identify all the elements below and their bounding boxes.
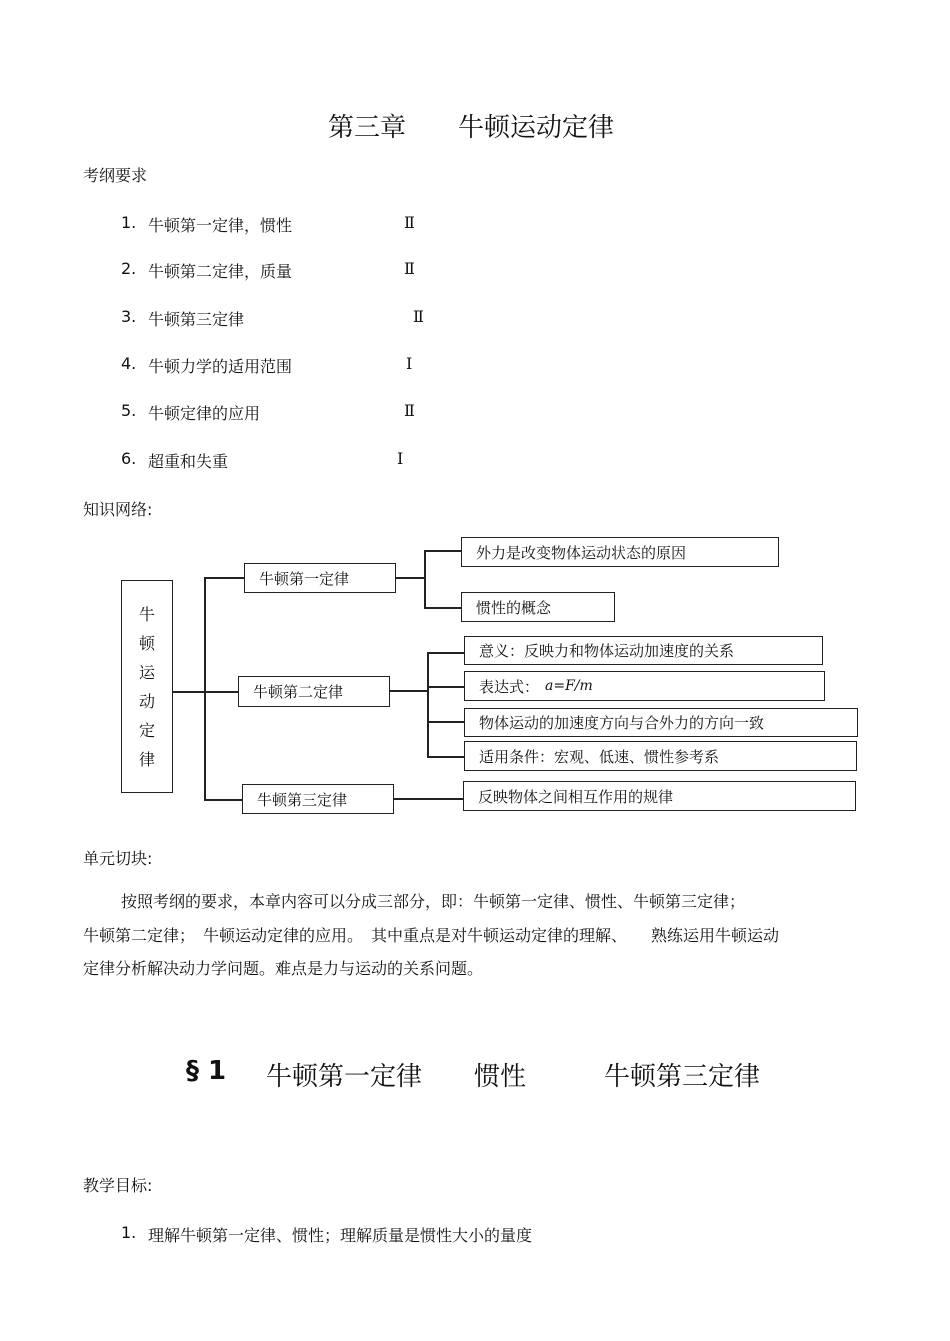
syllabus-item-number: 6. [121, 449, 137, 468]
syllabus-item-level: Ⅰ [406, 354, 413, 373]
law3-item-box: 反映物体之间相互作用的规律 [463, 781, 856, 811]
unit-paragraph-line: 牛顿第二定律； 牛顿运动定律的应用。 其中重点是对牛顿运动定律的理解、 熟练运用牛顿运动 [83, 926, 780, 945]
law1-item-box: 惯性的概念 [461, 592, 615, 622]
connector-line [204, 577, 206, 800]
syllabus-item-text: 牛顿第三定律 [148, 310, 245, 329]
connector-line [427, 652, 465, 654]
syllabus-item-text: 牛顿力学的适用范围 [148, 357, 293, 376]
connector-line [394, 798, 464, 800]
syllabus-item-level: Ⅱ [404, 401, 415, 420]
law2-expression-box [464, 671, 825, 701]
law2-box: 牛顿第二定律 [238, 676, 390, 707]
law1-box: 牛顿第一定律 [244, 563, 396, 593]
expression-formula: a=F/m [545, 678, 593, 694]
syllabus-item-level: Ⅱ [404, 259, 415, 278]
syllabus-item-number: 1. [121, 213, 137, 232]
syllabus-item-number: 4. [121, 354, 137, 373]
expression-label: 表达式： [479, 677, 540, 696]
connector-line [396, 577, 425, 579]
syllabus-item-level: Ⅱ [413, 307, 424, 326]
syllabus-item-level: Ⅰ [397, 449, 404, 468]
network-root-label: 牛顿运动定律 [138, 604, 155, 769]
network-heading: 知识网络: [83, 500, 153, 519]
connector-line [427, 686, 465, 688]
syllabus-item-text: 超重和失重 [148, 452, 229, 471]
connector-line [204, 691, 239, 693]
syllabus-heading: 考纲要求 [83, 166, 148, 185]
law2-item-box: 物体运动的加速度方向与合外力的方向一致 [464, 708, 858, 737]
syllabus-item-number: 3. [121, 307, 137, 326]
law1-item-box: 外力是改变物体运动状态的原因 [461, 537, 779, 567]
law3-box: 牛顿第三定律 [242, 784, 394, 814]
syllabus-item-text: 牛顿第一定律，惯性 [148, 216, 293, 235]
connector-line [390, 690, 428, 692]
syllabus-item-number: 5. [121, 401, 137, 420]
unit-heading: 单元切块: [83, 849, 153, 868]
section-symbol: § 1 [186, 1056, 227, 1086]
objective-item-text: 理解牛顿第一定律、惯性；理解质量是惯性大小的量度 [148, 1226, 533, 1245]
connector-line [427, 652, 429, 757]
unit-paragraph-line: 按照考纲的要求，本章内容可以分成三部分，即：牛顿第一定律、惯性、牛顿第三定律； [121, 892, 746, 911]
objective-item-number: 1. [121, 1223, 137, 1242]
connector-line [204, 799, 243, 801]
connector-line [424, 550, 462, 552]
syllabus-item-number: 2. [121, 259, 137, 278]
syllabus-item-text: 牛顿定律的应用 [148, 404, 261, 423]
unit-paragraph-line: 定律分析解决动力学问题。难点是力与运动的关系问题。 [83, 959, 484, 978]
syllabus-item-level: Ⅱ [404, 213, 415, 232]
chapter-title: 第三章 牛顿运动定律 [328, 113, 615, 143]
connector-line [424, 550, 426, 608]
network-root-box [121, 580, 173, 793]
connector-line [204, 577, 245, 579]
section-title: 牛顿第一定律 惯性 牛顿第三定律 [266, 1062, 761, 1092]
connector-line [427, 721, 465, 723]
law2-item-box: 适用条件：宏观、低速、惯性参考系 [464, 741, 857, 771]
connector-line [173, 691, 205, 693]
connector-line [424, 607, 462, 609]
objectives-heading: 教学目标: [83, 1176, 153, 1195]
connector-line [427, 756, 465, 758]
syllabus-item-text: 牛顿第二定律，质量 [148, 262, 293, 281]
law2-item-box: 意义：反映力和物体运动加速度的关系 [464, 636, 823, 665]
